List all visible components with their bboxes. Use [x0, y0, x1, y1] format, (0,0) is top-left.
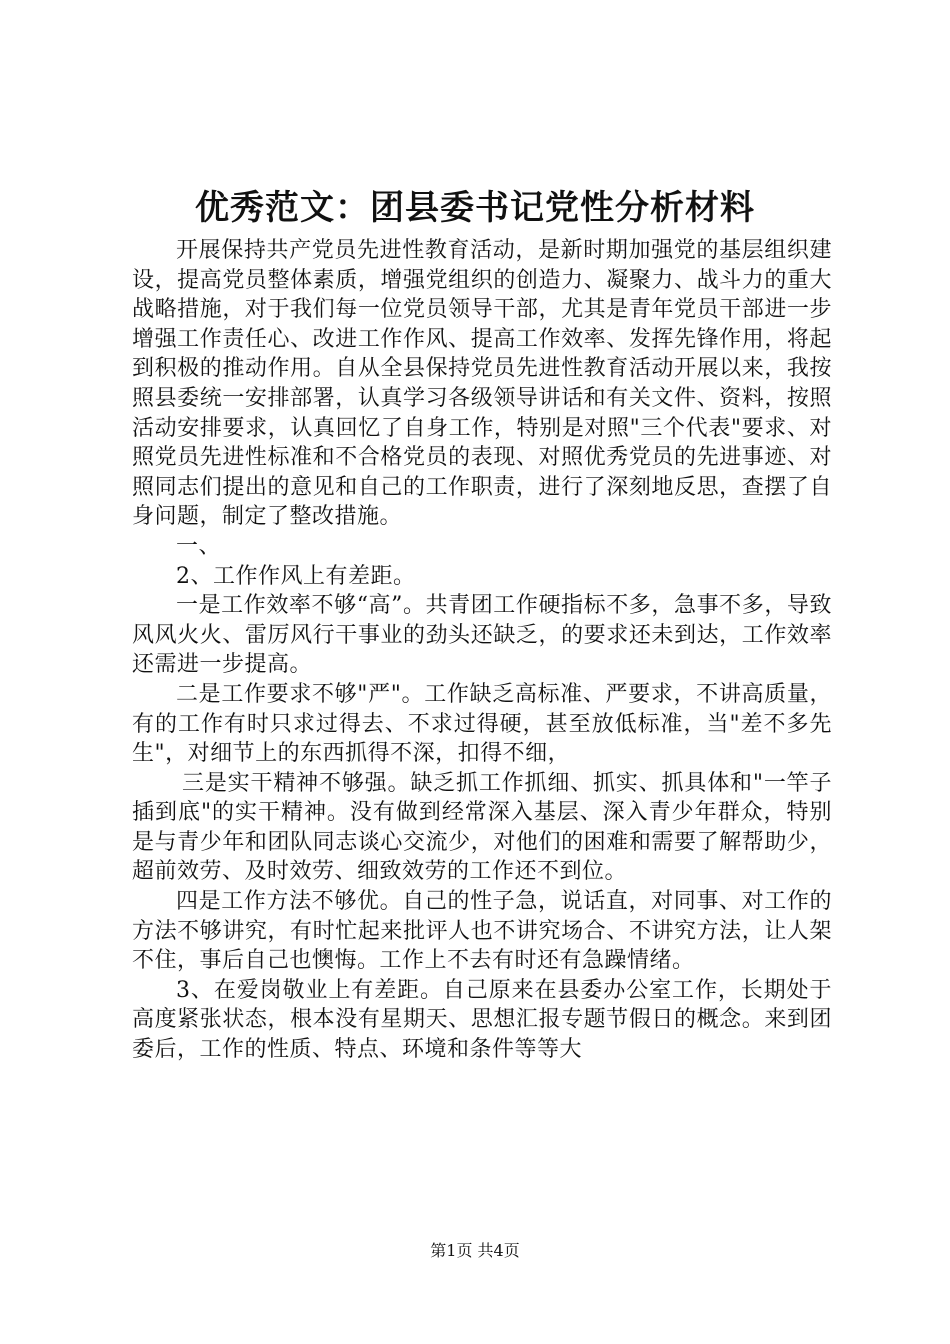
paragraph-work-methods: 四是工作方法不够优。自己的性子急，说话直，对同事、对工作的方法不够讲究，有时忙起来批评人也不讲究场合、不讲究方法，让人架不住，事后自己也懊悔。工作上不去有时还有急躁情绪。 — [132, 889, 832, 974]
document-title: 优秀范文：团县委书记党性分析材料 — [195, 188, 755, 228]
paragraph-practical-spirit: 三是实干精神不够强。缺乏抓工作抓细、抓实、抓具体和"一竿子插到底"的实干精神。没有做到经常深入基层、深入青少年群众，特别是与青少年和团队同志谈心交流少，对他们的困难和需要了解帮助少，超前效劳、及时效劳、细致效劳的工作还不到位。 — [132, 770, 832, 885]
paragraph-section-one: 一、 — [176, 533, 222, 559]
paragraph-intro: 开展保持共产党员先进性教育活动，是新时期加强党的基层组织建设，提高党员整体素质，增强党组织的创造力、凝聚力、战斗力的重大战略措施，对于我们每一位党员领导干部，尤其是青年党员干部进一步增强工作责任心、改进工作作风、提高工作效率、发挥先锋作用，将起到积极的推动作用。自从全县保持党员先进性教育活动开展以来，我按照县委统一安排部署，认真学习各级领导讲话和有关文件、资料，按照活动安排要求，认真回忆了自身工作，特别是对照"三个代表"要求、对照党员先进性标准和不合格党员的表现、对照优秀党员的先进事迹、对照同志们提出的意见和自己的工作职责，进行了深刻地反思，查摆了自身问题，制定了整改措施。 — [132, 238, 832, 530]
paragraph-heading-work-style: 2、工作作风上有差距。 — [176, 563, 416, 589]
paragraph-efficiency: 一是工作效率不够“高”。共青团工作硬指标不多，急事不多，导致风风火火、雷厉风行干事业的劲头还缺乏，的要求还未到达，工作效率还需进一步提高。 — [132, 593, 832, 678]
paragraph-dedication: 3、在爱岗敬业上有差距。自己原来在县委办公室工作，长期处于高度紧张状态，根本没有星期天、思想汇报专题节假日的概念。来到团委后，工作的性质、特点、环境和条件等等大 — [132, 977, 832, 1063]
document-body — [132, 236, 832, 1065]
page-footer: 第1页 共4页 — [430, 1241, 520, 1260]
paragraph-requirements: 二是工作要求不够"严"。工作缺乏高标准、严要求，不讲高质量，有的工作有时只求过得去、不求过得硬，甚至放低标准，当"差不多先生"，对细节上的东西抓得不深，扣得不细， — [132, 681, 832, 767]
